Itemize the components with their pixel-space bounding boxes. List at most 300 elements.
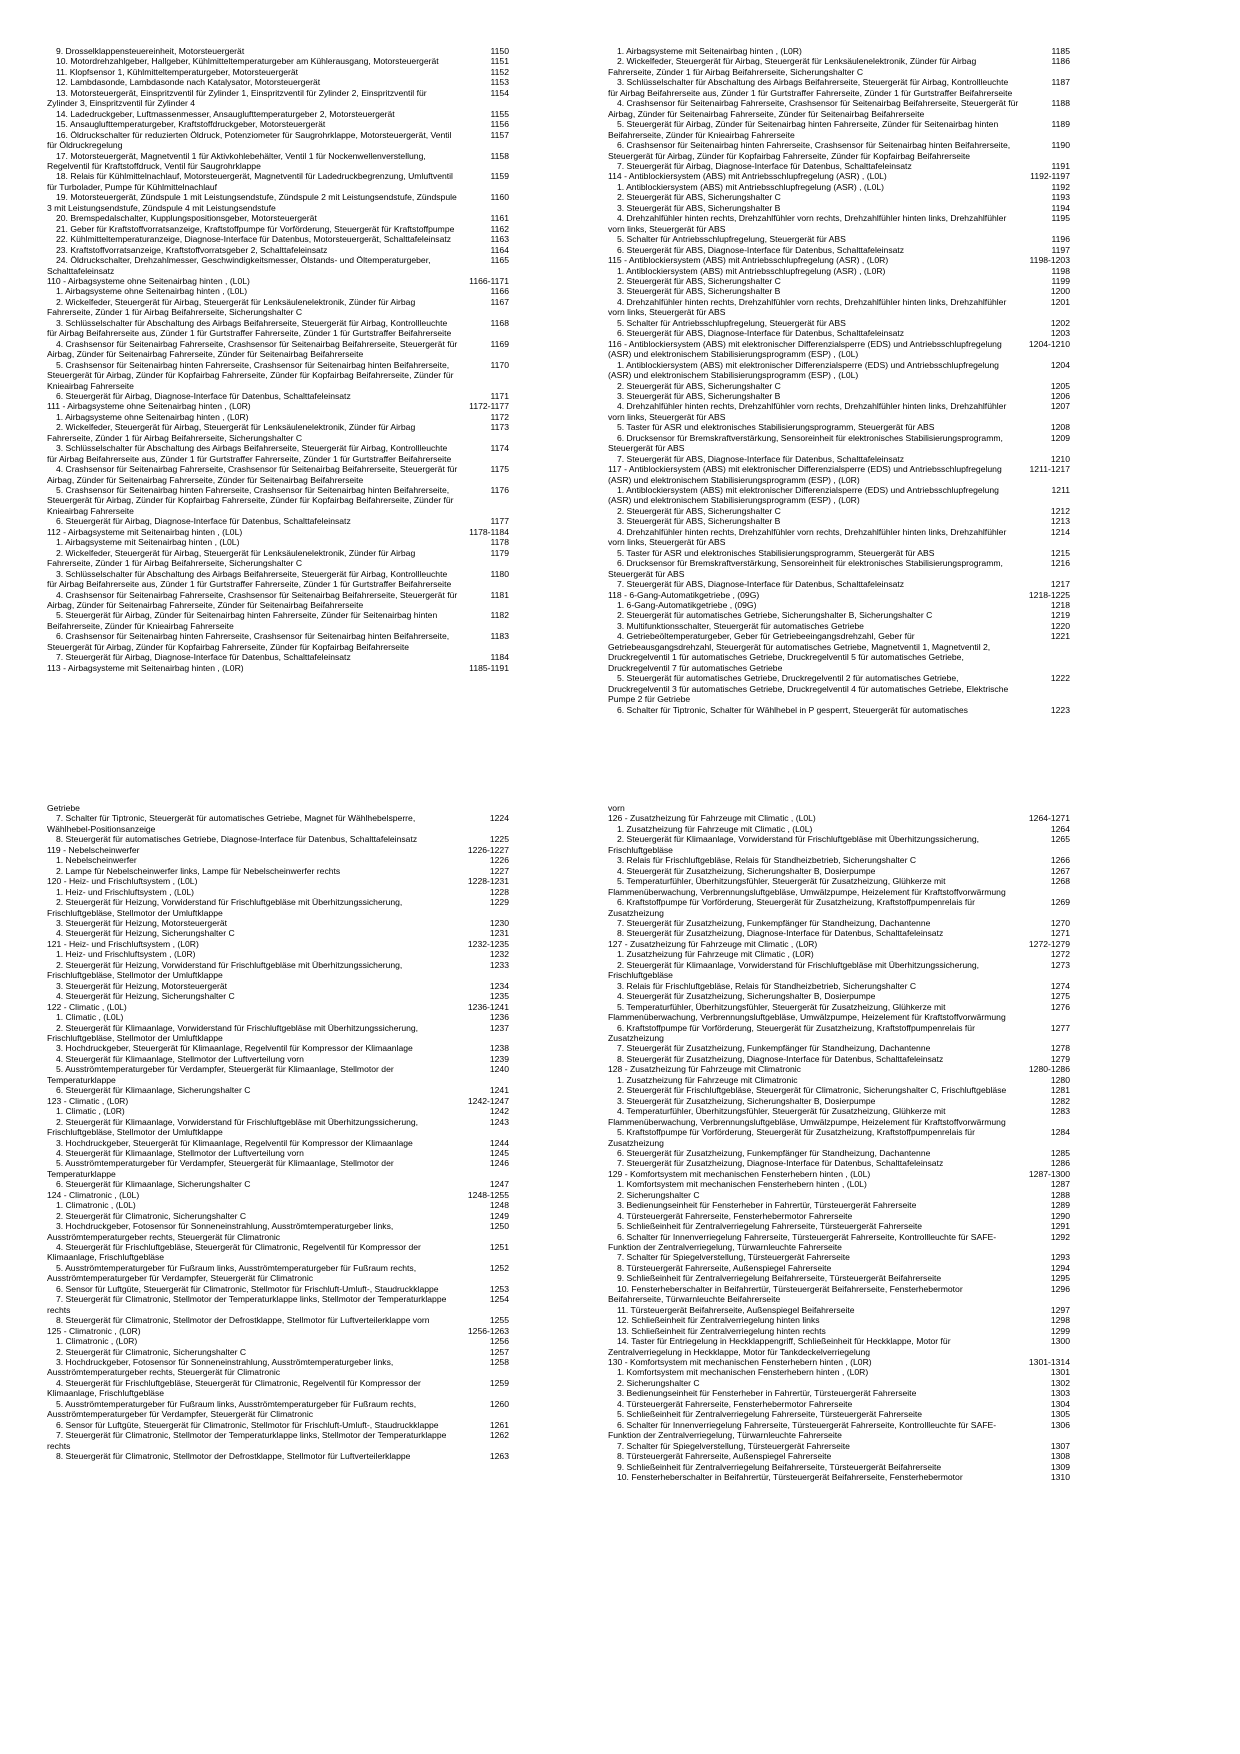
entry-text: 121 - Heiz- und Frischluftsystem , (L0R) [47, 938, 199, 949]
index-entry [608, 1002, 1070, 1023]
entry-page-ref: 1197 [1051, 244, 1070, 255]
entry-text: 124 - Climatronic , (L0L) [47, 1189, 140, 1200]
index-entry [608, 1127, 1070, 1148]
index-entry [608, 1472, 1070, 1482]
entry-text: 3. Steuergerät für ABS, Sicherungshalter B [617, 516, 781, 527]
entry-page-ref: 1253 [489, 1283, 509, 1294]
entry-page-ref: 1186 [1051, 56, 1070, 67]
entry-page-ref: 1283 [1050, 1106, 1070, 1117]
entry-text: 122 - Climatic , (L0L) [47, 1001, 127, 1012]
index-entry [47, 1158, 509, 1179]
entry-page-ref: 1282 [1050, 1095, 1070, 1106]
entry-text: 1. Zusatzheizung für Fahrzeuge mit Climatronic [617, 1074, 798, 1085]
index-section-header [47, 939, 509, 949]
index-content [47, 46, 1070, 1482]
entry-page-ref: 1273 [1050, 959, 1070, 970]
index-entry [608, 318, 1070, 328]
index-entry [47, 1357, 509, 1378]
index-section-header [608, 590, 1070, 600]
index-entry [608, 824, 1070, 834]
entry-page-ref: 1301-1314 [1028, 1357, 1070, 1368]
entry-text: 12. Schließeinheit für Zentralverriegelung hinten links [617, 1315, 820, 1326]
entry-text: 4. Drehzahlfühler hinten rechts, Drehzahlfühler vorn rechts, Drehzahlfühler hinten links, Drehzahlfühler vorn links, Steuergerät für ABS [608, 401, 1007, 422]
entry-page-ref: 1219 [1050, 610, 1070, 621]
entry-page-ref: 1227 [489, 865, 509, 876]
entry-page-ref: 1265 [1050, 834, 1070, 845]
entry-text: 3. Hochdruckgeber, Fotosensor für Sonneneinstrahlung, Ausströmtemperaturgeber links, Ausströmtemperaturgeber rechts, Steuergerät für Climatronic [47, 1221, 394, 1242]
entry-text: 1. Climatronic , (L0R) [56, 1336, 138, 1347]
entry-text: 126 - Zusatzheizung für Fahrzeuge mit Climatic , (L0L) [608, 813, 816, 824]
entry-text: 11. Klopfsensor 1, Kühlmitteltemperaturgeber, Motorsteuergerät [56, 66, 299, 77]
entry-page-ref: 1206 [1050, 390, 1070, 401]
entry-page-ref: 1163 [490, 234, 509, 245]
entry-text: 10. Fensterheberschalter in Beifahrertür, Türsteuergerät Beifahrerseite, Fensterhebermotor [617, 1472, 963, 1482]
index-entry [47, 1294, 509, 1315]
entry-text: 8. Steuergerät für Climatronic, Stellmotor der Defrostklappe, Stellmotor für Luftverteilerklappe [56, 1451, 411, 1462]
entry-page-ref: 1256 [489, 1336, 509, 1347]
index-entry [47, 610, 509, 631]
entry-page-ref: 1234 [489, 980, 509, 991]
entry-page-ref: 1192 [1051, 181, 1070, 192]
index-entry [47, 391, 509, 401]
entry-text: 11. Türsteuergerät Beifahrerseite, Außenspiegel Beifahrerseite [617, 1304, 855, 1315]
entry-page-ref: 1168 [490, 317, 509, 328]
index-entry [47, 813, 509, 834]
entry-text: 6. Crashsensor für Seitenairbag hinten Fahrerseite, Crashsensor für Seitenairbag hinten Beifahrerseite, Steuergerät für Airbag, Zünder für Kopfairbag Fahrerseite, Zünder für Kopfairbag Beifahrerseite [47, 631, 450, 652]
entry-text: 1. Heiz- und Frischluftsystem , (L0L) [56, 886, 195, 897]
index-entry [608, 1336, 1070, 1357]
entry-text: 5. Crashsensor für Seitenairbag hinten Fahrerseite, Crashsensor für Seitenairbag hinten Beifahrerseite, Steuergerät für Airbag, Zünder für Kopfairbag Fahrerseite, Zünder für Kopfairbag Beifahrerseite, Zünder für Knieairbag Fahrerseite [47, 485, 454, 516]
entry-text: 4. Steuergerät für Zusatzheizung, Sicherungshalter B, Dosierpumpe [617, 991, 876, 1002]
entry-page-ref: 1205 [1050, 380, 1070, 391]
entry-page-ref: 1187 [1051, 77, 1070, 88]
entry-page-ref: 1284 [1050, 1127, 1070, 1138]
entry-page-ref: 1238 [489, 1043, 509, 1054]
entry-text: 1. Komfortsystem mit mechanischen Fensterhebern hinten , (L0R) [617, 1367, 869, 1378]
entry-page-ref: 1304 [1050, 1398, 1070, 1409]
index-entry [47, 1451, 509, 1461]
entry-page-ref: 1229 [489, 897, 509, 908]
entry-page-ref: 1244 [489, 1137, 509, 1148]
entry-page-ref: 1248 [489, 1200, 509, 1211]
entry-text: 1. Climatronic , (L0L) [56, 1200, 136, 1211]
entry-text: 7. Schalter für Spiegelverstellung, Türsteuergerät Fahrerseite [617, 1440, 850, 1451]
index-section-header [47, 803, 509, 813]
entry-text: 7. Steuergerät für Airbag, Diagnose-Interface für Datenbus, Schalttafeleinsatz [617, 160, 912, 171]
index-entry [608, 433, 1070, 454]
index-entry [608, 77, 1070, 98]
entry-text: 5. Steuergerät für automatisches Getriebe, Druckregelventil 2 für automatisches Getriebe, Druckregelventil 3 für automatisches Getriebe, Druckregelventil 4 für automatisches Getriebe, Elektrische Pumpe 2 für Getriebe [608, 673, 1009, 705]
entry-text: 4. Steuergerät für Zusatzheizung, Sicherungshalter B, Dosierpumpe [617, 865, 876, 876]
index-entry [608, 401, 1070, 422]
index-section-header [47, 845, 509, 855]
entry-text: 21. Geber für Kraftstoffvorratsanzeige, Kraftstoffpumpe für Vorförderung, Steuergerät für Kraftstoffpumpe [56, 223, 455, 234]
index-entry [608, 1096, 1070, 1106]
entry-page-ref: 1171 [490, 390, 509, 401]
entry-page-ref: 1214 [1050, 526, 1070, 537]
entry-text: 7. Steuergerät für Zusatzheizung, Funkempfänger für Standheizung, Dachantenne [617, 1043, 931, 1054]
entry-page-ref: 1165 [490, 255, 509, 266]
entry-page-ref: 1172-1177 [469, 401, 509, 412]
index-entry [608, 548, 1070, 558]
entry-text: 5. Steuergerät für Airbag, Zünder für Seitenairbag hinten Fahrerseite, Zünder für Seitenairbag hinten Beifahrerseite, Zünder für Knieairbag Fahrerseite [608, 119, 999, 140]
entry-page-ref: 1170 [490, 359, 509, 370]
index-entry [47, 339, 509, 360]
index-entry [608, 245, 1070, 255]
entry-page-ref: 1250 [489, 1221, 509, 1232]
entry-page-ref: 1164 [490, 244, 509, 255]
index-entry [608, 1158, 1070, 1168]
index-entry [47, 1043, 509, 1053]
entry-page-ref: 1172 [490, 411, 509, 422]
index-entry [608, 834, 1070, 855]
index-entry [608, 1179, 1070, 1189]
entry-text: 7. Steuergerät für Climatronic, Stellmotor der Temperaturklappe links, Stellmotor der Temperaturklappe rechts [47, 1294, 447, 1315]
entry-text: vorn [608, 803, 625, 813]
index-entry [608, 422, 1070, 432]
entry-text: 2. Steuergerät für Klimaanlage, Vorwiderstand für Frischluftgebläse mit Überhitzungssicherung, Frischluftgebläse, Stellmotor der Umluftklappe [47, 1022, 419, 1043]
entry-page-ref: 1211-1217 [1029, 464, 1070, 475]
entry-page-ref: 1175 [490, 464, 509, 475]
index-section-header [47, 1096, 509, 1106]
entry-page-ref: 1150 [490, 46, 509, 56]
index-entry [47, 286, 509, 296]
index-entry [608, 56, 1070, 77]
index-section-header [47, 401, 509, 411]
index-entry [47, 1242, 509, 1263]
index-entry [608, 610, 1070, 620]
entry-text: 2. Steuergerät für Klimaanlage, Vorwiderstand für Frischluftgebläse mit Überhitzungssicherung, Frischluftgebläse [608, 959, 980, 981]
entry-page-ref: 1155 [490, 108, 509, 119]
entry-page-ref: 1203 [1050, 328, 1070, 339]
entry-text: 3. Steuergerät für Zusatzheizung, Sicherungshalter B, Dosierpumpe [617, 1095, 876, 1106]
index-section-header [608, 813, 1070, 823]
index-entry [608, 506, 1070, 516]
entry-page-ref: 1215 [1050, 547, 1070, 558]
index-section-header [47, 876, 509, 886]
index-entry [608, 213, 1070, 234]
index-entry [47, 171, 509, 192]
index-entry [47, 443, 509, 464]
index-entry [47, 1430, 509, 1451]
entry-text: 15. Ansauglufttemperaturgeber, Kraftstoffdruckgeber, Motorsteuergerät [56, 119, 326, 130]
entry-page-ref: 1194 [1051, 202, 1070, 213]
index-entry [608, 182, 1070, 192]
entry-page-ref: 1232 [489, 949, 509, 960]
index-entry [608, 960, 1070, 981]
entry-page-ref: 1307 [1050, 1440, 1070, 1451]
entry-page-ref: 1160 [490, 192, 509, 203]
index-entry [47, 1117, 509, 1138]
entry-page-ref: 1212 [1050, 505, 1070, 516]
index-entry [47, 981, 509, 991]
index-entry [608, 454, 1070, 464]
entry-page-ref: 1204 [1050, 359, 1070, 370]
entry-text: 1. Zusatzheizung für Fahrzeuge mit Climatic , (L0R) [617, 949, 814, 960]
entry-page-ref: 1191 [1051, 160, 1070, 171]
index-entry [47, 887, 509, 897]
index-entry [608, 949, 1070, 959]
entry-page-ref: 1280 [1050, 1074, 1070, 1085]
entry-text: 1. Airbagsysteme mit Seitenairbag hinten , (L0L) [56, 537, 240, 548]
entry-page-ref: 1266 [1050, 855, 1070, 866]
index-entry [47, 213, 509, 223]
entry-text: 4. Drehzahlfühler hinten rechts, Drehzahlfühler vorn rechts, Drehzahlfühler hinten links, Drehzahlfühler vorn links, Steuergerät für ABS [608, 213, 1007, 234]
index-entry [608, 1441, 1070, 1451]
entry-page-ref: 1272-1279 [1028, 938, 1070, 949]
entry-page-ref: 1260 [489, 1398, 509, 1409]
entry-text: 1. Climatic , (L0R) [56, 1106, 125, 1117]
index-entry [47, 485, 509, 516]
entry-page-ref: 1173 [490, 422, 509, 433]
index-entry [608, 579, 1070, 589]
index-entry [608, 981, 1070, 991]
entry-page-ref: 1247 [489, 1179, 509, 1190]
entry-page-ref: 1213 [1050, 516, 1070, 527]
index-entry [608, 1221, 1070, 1231]
index-entry [608, 621, 1070, 631]
entry-text: 5. Kraftstoffpumpe für Vorförderung, Steuergerät für Zusatzheizung, Kraftstoffpumpenrelais für Zusatzheizung [608, 1127, 975, 1148]
entry-text: 3. Steuergerät für Heizung, Motorsteuergerät [56, 980, 228, 991]
entry-page-ref: 1202 [1050, 317, 1070, 328]
entry-text: 20. Bremspedalschalter, Kupplungspositionsgeber, Motorsteuergerät [56, 213, 317, 224]
entry-page-ref: 1189 [1051, 119, 1070, 130]
entry-page-ref: 1305 [1050, 1409, 1070, 1420]
entry-page-ref: 1230 [489, 917, 509, 928]
index-entry [608, 1043, 1070, 1053]
entry-text: 4. Crashsensor für Seitenairbag Fahrerseite, Crashsensor für Seitenairbag Beifahrerseite, Steuergerät für Airbag, Zünder für Seitenairbag Fahrerseite, Zünder für Seitenairbag Beifahrerseite [47, 338, 458, 360]
entry-page-ref: 1218-1225 [1028, 589, 1070, 600]
entry-page-ref: 1243 [489, 1116, 509, 1127]
index-entry [608, 1315, 1070, 1325]
entry-page-ref: 1300 [1050, 1336, 1070, 1347]
entry-page-ref: 1201 [1050, 296, 1070, 307]
entry-text: 4. Steuergerät für Frischluftgebläse, Steuergerät für Climatronic, Regelventil für Kompressor der Klimaanlage, Frischluftgebläse [47, 1377, 421, 1399]
index-entry [608, 46, 1070, 56]
entry-text: 5. Temperaturfühler, Überhitzungsfühler, Steuergerät für Zusatzheizung, Glühkerze mit Flammenüberwachung, Verbrennungsluftgebläse, Umwälzpumpe, Heizelement für Kraftstoffvorwärmung [608, 876, 1006, 897]
entry-text: 2. Steuergerät für ABS, Sicherungshalter C [617, 275, 781, 286]
entry-text: 4. Steuergerät für Heizung, Sicherungshalter C [56, 928, 235, 939]
entry-page-ref: 1167 [490, 296, 509, 307]
entry-page-ref: 1286 [1050, 1158, 1070, 1169]
page-section [47, 46, 1070, 715]
entry-page-ref: 1269 [1050, 897, 1070, 908]
entry-page-ref: 1301 [1050, 1367, 1070, 1378]
entry-text: 4. Drehzahlfühler hinten rechts, Drehzahlfühler vorn rechts, Drehzahlfühler hinten links, Drehzahlfühler vorn links, Steuergerät für ABS [608, 526, 1007, 548]
index-entry [47, 537, 509, 547]
index-entry [608, 1190, 1070, 1200]
entry-page-ref: 1262 [489, 1430, 509, 1441]
index-entry [608, 119, 1070, 140]
index-entry [47, 834, 509, 844]
entry-text: 2. Steuergerät für ABS, Sicherungshalter C [617, 192, 781, 203]
entry-page-ref: 1246 [489, 1158, 509, 1169]
entry-page-ref: 1293 [1050, 1252, 1070, 1263]
index-entry [47, 151, 509, 172]
index-entry [608, 1232, 1070, 1253]
entry-text: 7. Steuergerät für ABS, Diagnose-Interface für Datenbus, Schalttafeleinsatz [617, 579, 905, 590]
entry-page-ref: 1199 [1051, 275, 1070, 286]
index-entry [47, 360, 509, 391]
entry-text: 6. Steuergerät für Airbag, Diagnose-Interface für Datenbus, Schalttafeleinsatz [56, 390, 351, 401]
entry-page-ref: 1257 [489, 1346, 509, 1357]
index-entry [608, 1451, 1070, 1461]
entry-page-ref: 1159 [490, 171, 509, 182]
entry-page-ref: 1264 [1050, 823, 1070, 834]
index-entry [47, 297, 509, 318]
entry-text: 17. Motorsteuergerät, Magnetventil 1 für Aktivkohlebehälter, Ventil 1 für Nockenwellenverstellung, Regelventil für Kraftstoffdruck, Ventil für Saugrohrklappe [47, 150, 426, 171]
entry-text: 128 - Zusatzheizung für Fahrzeuge mit Climatronic [608, 1064, 801, 1075]
index-entry [608, 266, 1070, 276]
entry-text: 2. Steuergerät für Klimaanlage, Vorwiderstand für Frischluftgebläse mit Überhitzungssicherung, Frischluftgebläse, Stellmotor der Umluftklappe [47, 1116, 419, 1138]
index-entry [47, 548, 509, 569]
entry-text: 113 - Airbagsysteme mit Seitenairbag hinten , (L0R) [47, 662, 244, 673]
entry-text: 13. Schließeinheit für Zentralverriegelung hinten rechts [617, 1325, 826, 1336]
entry-page-ref: 1303 [1050, 1388, 1070, 1399]
entry-page-ref: 1296 [1050, 1283, 1070, 1294]
entry-text: 3. Steuergerät für Heizung, Motorsteuergerät [56, 917, 228, 928]
entry-page-ref: 1162 [490, 223, 509, 234]
entry-text: 10. Fensterheberschalter in Beifahrertür, Türsteuergerät Beifahrerseite, Fensterhebermotor Beifahrerseite, Türwarnleuchte Beifahrerseite [608, 1283, 963, 1305]
entry-text: 4. Steuergerät für Heizung, Sicherungshalter C [56, 991, 235, 1002]
index-entry [608, 1075, 1070, 1085]
index-entry [608, 1252, 1070, 1262]
entry-text: 1. Komfortsystem mit mechanischen Fensterhebern hinten , (L0L) [617, 1179, 867, 1190]
entry-page-ref: 1298 [1050, 1315, 1070, 1326]
entry-text: 7. Steuergerät für ABS, Diagnose-Interface für Datenbus, Schalttafeleinsatz [617, 453, 905, 464]
index-entry [47, 991, 509, 1001]
entry-text: 2. Lampe für Nebelscheinwerfer links, Lampe für Nebelscheinwerfer rechts [56, 865, 341, 876]
entry-text: 2. Steuergerät für Frischluftgebläse, Steuergerät für Climatronic, Sicherungshalter C, Frischluftgebläse [617, 1085, 1007, 1096]
entry-page-ref: 1308 [1050, 1451, 1070, 1462]
entry-page-ref: 1237 [489, 1022, 509, 1033]
index-entry [608, 558, 1070, 579]
entry-text: 22. Kühlmitteltemperaturanzeige, Diagnose-Interface für Datenbus, Motorsteuergerät, Schalttafeleinsatz [56, 234, 452, 245]
entry-text: 6. Kraftstoffpumpe für Vorförderung, Steuergerät für Zusatzheizung, Kraftstoffpumpenrelais für Zusatzheizung [608, 897, 975, 918]
index-entry [608, 1388, 1070, 1398]
entry-text: 8. Steuergerät für Zusatzheizung, Diagnose-Interface für Datenbus, Schalttafeleinsatz [617, 928, 944, 939]
index-entry [608, 485, 1070, 506]
index-entry [47, 318, 509, 339]
entry-text: 5. Temperaturfühler, Überhitzungsfühler, Steuergerät für Zusatzheizung, Glühkerze mit Flammenüberwachung, Verbrennungsluftgebläse, Umwälzpumpe, Heizelement für Kraftstoffvorwärmung [608, 1001, 1006, 1023]
entry-page-ref: 1210 [1050, 453, 1070, 464]
index-entry [608, 1200, 1070, 1210]
entry-text: 2. Wickelfeder, Steuergerät für Airbag, Steuergerät für Lenksäulenelektronik, Zünder für Airbag Fahrerseite, Zünder 1 für Airbag Beifahrerseite, Sicherungshalter C [47, 422, 416, 443]
index-entry [608, 1023, 1070, 1044]
index-entry [47, 1263, 509, 1284]
entry-text: 1. Antiblockiersystem (ABS) mit Antriebsschlupfregelung (ASR) , (L0R) [617, 265, 886, 276]
entry-text: 3. Steuergerät für ABS, Sicherungshalter B [617, 390, 781, 401]
entry-page-ref: 1249 [489, 1210, 509, 1221]
entry-text: 125 - Climatronic , (L0R) [47, 1325, 141, 1336]
entry-text: 5. Ausströmtemperaturgeber für Verdampfer, Steuergerät für Klimaanlage, Stellmotor der Temperaturklappe [47, 1158, 394, 1179]
entry-text: 13. Motorsteuergerät, Einspritzventil für Zylinder 1, Einspritzventil für Zylinder 2, Einspritzventil für Zylinder 3, Einspritzventil für Zylinder 4 [47, 87, 427, 109]
index-entry [608, 1106, 1070, 1127]
entry-page-ref: 1268 [1050, 876, 1070, 887]
entry-text: 2. Steuergerät für ABS, Sicherungshalter C [617, 505, 781, 516]
index-entry [608, 928, 1070, 938]
entry-text: 4. Temperaturfühler, Überhitzungsfühler, Steuergerät für Zusatzheizung, Glühkerze mit Flammenüberwachung, Verbrennungsluftgebläse, Umwälzpumpe, Heizelement für Kraftstoffvorwärmung [608, 1106, 1006, 1127]
index-entry [47, 422, 509, 443]
entry-text: 7. Steuergerät für Zusatzheizung, Funkempfänger für Standheizung, Dachantenne [617, 917, 931, 928]
entry-page-ref: 1178-1184 [469, 526, 509, 537]
entry-text: 5. Ausströmtemperaturgeber für Fußraum links, Ausströmtemperaturgeber für Fußraum rechts, Ausströmtemperaturgeber für Verdampfer, Steuergerät für Climatronic [47, 1262, 417, 1284]
index-entry [608, 297, 1070, 318]
index-entry [608, 1054, 1070, 1064]
entry-text: 10. Motordrehzahlgeber, Hallgeber, Kühlmitteltemperaturgeber am Kühlerausgang, Motorsteuergerät [56, 56, 439, 67]
entry-text: 129 - Komfortsystem mit mechanischen Fensterhebern hinten , (L0L) [608, 1168, 871, 1179]
entry-page-ref: 1274 [1050, 980, 1070, 991]
index-entry [47, 1420, 509, 1430]
index-entry [608, 203, 1070, 213]
entry-page-ref: 1179 [490, 547, 509, 558]
entry-text: 9. Schließeinheit für Zentralverriegelung Beifahrerseite, Türsteuergerät Beifahrerseite [617, 1273, 942, 1284]
entry-page-ref: 1174 [490, 443, 509, 454]
entry-text: 6. Drucksensor für Bremskraftverstärkung, Sensoreinheit für elektronisches Stabilisierungsprogramm, Steuergerät für ABS [608, 432, 1003, 454]
entry-text: 14. Taster für Entriegelung in Heckklappengriff, Schließeinheit für Heckklappe, Motor für Zentralverriegelung in Heckklappe, Motor für Tankdeckelverriegelung [608, 1336, 951, 1357]
index-entry [608, 1273, 1070, 1283]
entry-page-ref: 1157 [490, 129, 509, 140]
entry-text: 1. Nebelscheinwerfer [56, 855, 137, 866]
index-entry [47, 130, 509, 151]
entry-page-ref: 1302 [1050, 1377, 1070, 1388]
index-entry [47, 918, 509, 928]
entry-page-ref: 1152 [490, 66, 509, 77]
index-entry [47, 224, 509, 234]
entry-page-ref: 1216 [1050, 558, 1070, 569]
index-section-header [47, 276, 509, 286]
index-entry [47, 569, 509, 590]
entry-page-ref: 1223 [1050, 704, 1070, 715]
entry-text: 2. Steuergerät für ABS, Sicherungshalter C [617, 380, 781, 391]
entry-text: 5. Steuergerät für Airbag, Zünder für Seitenairbag hinten Fahrerseite, Zünder für Seitenairbag hinten Beifahrerseite, Zünder für Knieairbag Fahrerseite [47, 610, 438, 631]
entry-text: 6. Steuergerät für Airbag, Diagnose-Interface für Datenbus, Schalttafeleinsatz [56, 516, 351, 527]
index-section-header [47, 1190, 509, 1200]
entry-text: 127 - Zusatzheizung für Fahrzeuge mit Climatic , (L0R) [608, 938, 818, 949]
entry-text: 1. Antiblockiersystem (ABS) mit Antriebsschlupfregelung (ASR) , (L0L) [617, 181, 884, 192]
index-entry [47, 109, 509, 119]
index-entry [47, 1284, 509, 1294]
entry-text: 1. Heiz- und Frischluftsystem , (L0R) [56, 949, 196, 960]
entry-text: 8. Steuergerät für automatisches Getriebe, Diagnose-Interface für Datenbus, Schalttafeleinsatz [56, 834, 418, 845]
entry-page-ref: 1252 [489, 1262, 509, 1273]
entry-page-ref: 1263 [489, 1451, 509, 1462]
entry-text: 3. Hochdruckgeber, Steuergerät für Klimaanlage, Regelventil für Kompressor der Klimaanlage [56, 1137, 413, 1148]
entry-text: 1. Zusatzheizung für Fahrzeuge mit Climatic , (L0L) [617, 823, 813, 834]
index-entry [608, 516, 1070, 526]
entry-text: 120 - Heiz- und Frischluftsystem , (L0L) [47, 876, 198, 887]
entry-page-ref: 1254 [489, 1294, 509, 1305]
entry-page-ref: 1242 [489, 1106, 509, 1117]
index-entry [608, 360, 1070, 381]
entry-text: 2. Steuergerät für Heizung, Vorwiderstand für Frischluftgebläse mit Überhitzungssicherung, Frischluftgebläse, Stellmotor der Umluftklappe [47, 959, 403, 981]
entry-text: 6. Crashsensor für Seitenairbag hinten Fahrerseite, Crashsensor für Seitenairbag hinten Beifahrerseite, Steuergerät für Airbag, Zünder für Kopfairbag Fahrerseite, Zünder für Kopfairbag Beifahrerseite [608, 140, 1011, 161]
index-entry [47, 1138, 509, 1148]
entry-page-ref: 1240 [489, 1064, 509, 1075]
entry-text: 1. Climatic , (L0L) [56, 1012, 124, 1023]
entry-page-ref: 1295 [1050, 1273, 1070, 1284]
entry-page-ref: 1176 [490, 485, 509, 496]
entry-text: 2. Wickelfeder, Steuergerät für Airbag, Steuergerät für Lenksäulenelektronik, Zünder für Airbag Fahrerseite, Zünder 1 für Airbag Beifahrerseite, Sicherungshalter C [608, 56, 977, 77]
entry-text: 6. Steuergerät für Klimaanlage, Sicherungshalter C [56, 1179, 251, 1190]
entry-text: 112 - Airbagsysteme mit Seitenairbag hinten , (L0L) [47, 526, 243, 537]
entry-text: 18. Relais für Kühlmittelnachlauf, Motorsteuergerät, Magnetventil für Ladedruckbegrenzung, Umluftventil für Turbolader, Pumpe für Kühlmittelnachlauf [47, 171, 453, 192]
index-entry [608, 234, 1070, 244]
index-entry [608, 1085, 1070, 1095]
entry-page-ref: 1239 [489, 1053, 509, 1064]
index-entry [47, 866, 509, 876]
index-entry [608, 1211, 1070, 1221]
